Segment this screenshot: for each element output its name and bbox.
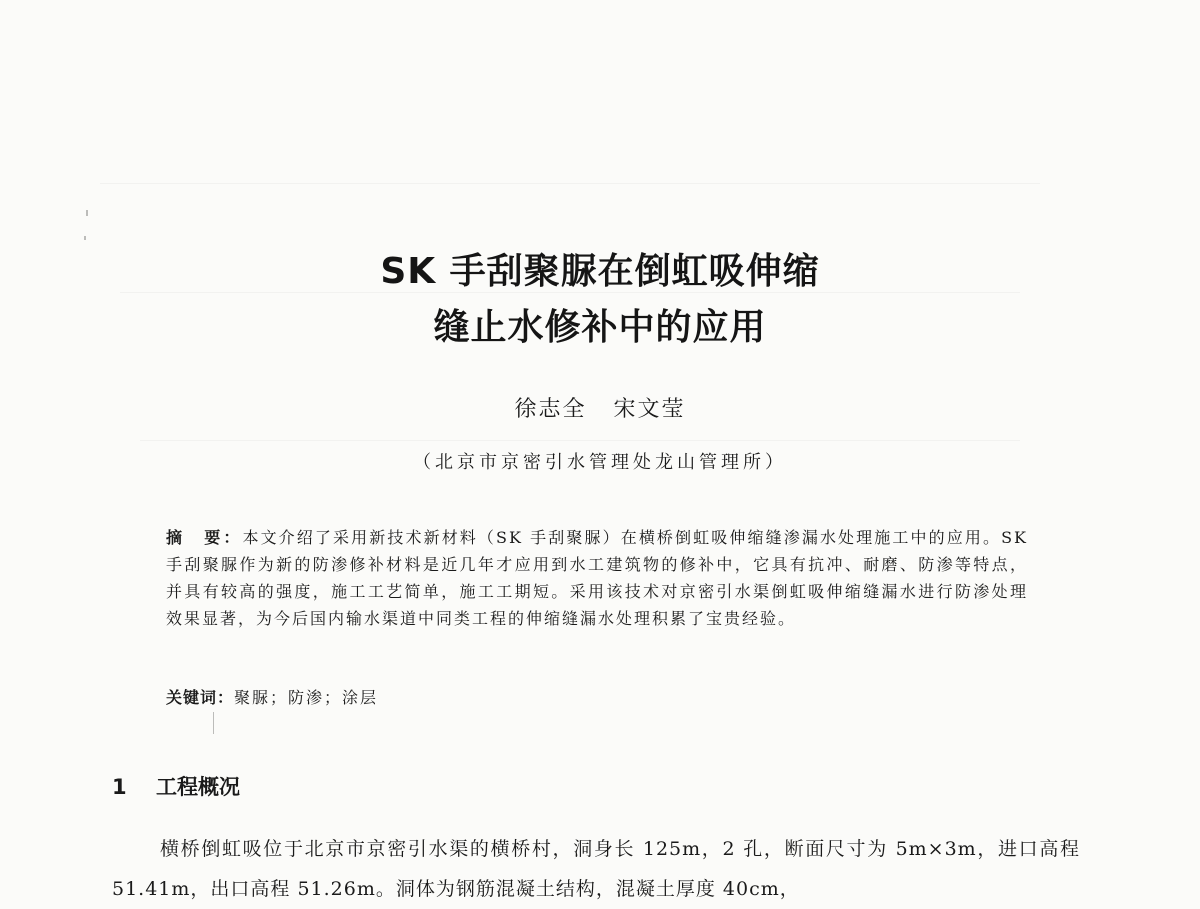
paper-title-line-1: SK 手刮聚脲在倒虹吸伸缩	[380, 251, 820, 292]
scan-artifact-mark	[213, 712, 214, 734]
paper-title-line-2: 缝止水修补中的应用	[433, 307, 767, 348]
scan-artifact-line	[120, 292, 1020, 293]
keywords	[166, 684, 1028, 711]
abstract-label: 摘 要：	[166, 528, 243, 547]
scan-artifact-line	[140, 440, 1020, 441]
scan-artifact-line	[100, 183, 1040, 184]
scan-artifact-mark	[86, 210, 88, 216]
section-paragraph: 横桥倒虹吸位于北京市京密引水渠的横桥村，洞身长 125m，2 孔，断面尺寸为 5m×3m，进口高程 51.41m，出口高程 51.26m。洞体为钢筋混凝土结构，混凝土厚度 40cm，	[112, 838, 1080, 900]
abstract-text: 本文介绍了采用新技术新材料（SK 手刮聚脲）在横桥倒虹吸伸缩缝渗漏水处理施工中的应用。SK 手刮聚脲作为新的防渗修补材料是近几年才应用到水工建筑物的修补中，它具有抗冲、耐磨、防渗等特点，并具有较高的强度，施工工艺简单，施工工期短。采用该技术对京密引水渠倒虹吸伸缩缝漏水进行防渗处理效果显著，为今后国内输水渠道中同类工程的伸缩缝漏水处理积累了宝贵经验。	[166, 528, 1028, 628]
abstract	[166, 524, 1028, 632]
section-number: 1	[112, 775, 127, 799]
section-title: 工程概况	[156, 775, 240, 799]
scan-artifact-mark	[84, 236, 86, 240]
keywords-text: 聚脲；防渗；涂层	[234, 688, 379, 707]
paper-affiliation: （北京市京密引水管理处龙山管理所）	[413, 452, 787, 473]
section-heading	[112, 774, 240, 800]
paper-authors: 徐志全 宋文莹	[514, 397, 686, 422]
keywords-label: 关键词：	[166, 688, 235, 707]
